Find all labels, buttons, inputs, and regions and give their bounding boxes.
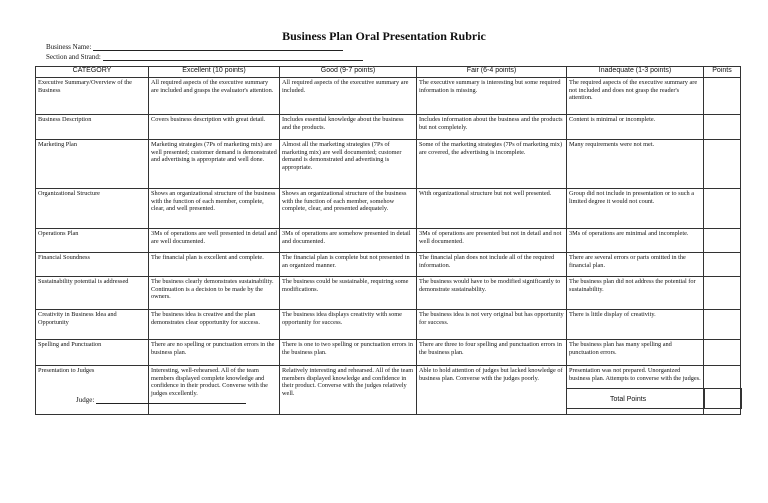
excellent-cell: The business idea is creative and the plan demonstrates clear opportunity for success.	[149, 310, 280, 340]
excellent-cell: The business clearly demonstrates sustainability. Continuation is a decision to be made by the owners.	[149, 277, 280, 310]
points-cell[interactable]	[704, 140, 741, 189]
good-cell: The business idea displays creativity with some opportunity for success.	[280, 310, 417, 340]
excellent-cell: The financial plan is excellent and complete.	[149, 253, 280, 277]
table-row	[36, 310, 741, 340]
good-cell: Relatively interesting and rehearsed. All of the team members displayed knowledge and confidence in their product. Converse with the judges relatively well.	[280, 366, 417, 415]
category-cell: Operations Plan	[36, 229, 149, 253]
table-row	[36, 340, 741, 366]
fair-cell: The business would have to be modified significantly to demonstrate sustainability.	[417, 277, 567, 310]
judge-signature-line[interactable]	[96, 397, 246, 404]
judge-field	[76, 396, 246, 404]
table-row	[36, 229, 741, 253]
header-excellent: Excellent (10 points)	[149, 67, 280, 78]
header-points: Points	[704, 67, 741, 78]
category-cell: Financial Soundness	[36, 253, 149, 277]
excellent-cell: 3Ms of operations are well presented in detail and are well documented.	[149, 229, 280, 253]
category-cell: Sustainability potential is addressed	[36, 277, 149, 310]
inadequate-cell: There is little display of creativity.	[567, 310, 704, 340]
header-category: CATEGORY	[36, 67, 149, 78]
fair-cell: 3Ms of operations are presented but not in detail and not well documented.	[417, 229, 567, 253]
table-row	[36, 277, 741, 310]
header-fair: Fair (6-4 points)	[417, 67, 567, 78]
business-name-line[interactable]	[93, 44, 343, 51]
points-cell[interactable]	[704, 229, 741, 253]
fair-cell: The executive summary is interesting but some required information is missing.	[417, 78, 567, 115]
fair-cell: Some of the marketing strategies (7Ps of marketing mix) are covered, the advertising is incomplete.	[417, 140, 567, 189]
business-name-field	[46, 43, 343, 51]
points-cell[interactable]	[704, 340, 741, 366]
good-cell: There is one to two spelling or punctuation errors in the business plan.	[280, 340, 417, 366]
section-strand-line[interactable]	[103, 54, 363, 61]
total-points-box[interactable]	[703, 388, 742, 409]
fair-cell: With organizational structure but not well presented.	[417, 189, 567, 229]
points-cell[interactable]	[704, 253, 741, 277]
good-cell: Almost all the marketing strategies (7Ps of marketing mix) are well documented; customer demand is demonstrated and advertising is appropriate.	[280, 140, 417, 189]
good-cell: The financial plan is complete but not presented in an organized manner.	[280, 253, 417, 277]
category-cell: Executive Summary/Overview of the Business	[36, 78, 149, 115]
table-row	[36, 140, 741, 189]
category-cell: Spelling and Punctuation	[36, 340, 149, 366]
total-points-cell	[566, 388, 705, 409]
fair-cell: The business idea is not very original but has opportunity for success.	[417, 310, 567, 340]
fair-cell: There are three to four spelling and punctuation errors in the business plan.	[417, 340, 567, 366]
inadequate-cell: Group did not include in presentation or to such a limited degree it would not count.	[567, 189, 704, 229]
points-cell[interactable]	[704, 189, 741, 229]
category-cell: Organizational Structure	[36, 189, 149, 229]
judge-label: Judge:	[76, 396, 95, 404]
category-cell: Presentation to Judges	[36, 366, 149, 415]
category-cell: Business Description	[36, 115, 149, 140]
points-cell[interactable]	[704, 78, 741, 115]
excellent-cell: Covers business description with great detail.	[149, 115, 280, 140]
points-cell[interactable]	[704, 277, 741, 310]
inadequate-cell: The business plan did not address the potential for sustainability.	[567, 277, 704, 310]
section-strand-label: Section and Strand:	[46, 53, 101, 61]
header-row	[36, 67, 741, 78]
fair-cell: The financial plan does not include all of the required information.	[417, 253, 567, 277]
inadequate-cell: There are several errors or parts omitted in the financial plan.	[567, 253, 704, 277]
inadequate-cell: The required aspects of the executive summary are not included and does not grasp the reader's attention.	[567, 78, 704, 115]
inadequate-cell: The business plan has many spelling and punctuation errors.	[567, 340, 704, 366]
section-strand-field	[46, 53, 363, 61]
table-row	[36, 253, 741, 277]
category-cell: Creativity in Business Idea and Opportunity	[36, 310, 149, 340]
good-cell: The business could be sustainable, requiring some modifications.	[280, 277, 417, 310]
good-cell: Includes essential knowledge about the business and the products.	[280, 115, 417, 140]
fair-cell: Includes information about the business and the products but not completely.	[417, 115, 567, 140]
excellent-cell: There are no spelling or punctuation errors in the business plan.	[149, 340, 280, 366]
header-good: Good (9-7 points)	[280, 67, 417, 78]
points-cell[interactable]	[704, 310, 741, 340]
excellent-cell: Shows an organizational structure of the business with the function of each member, complete, clear, and well presented.	[149, 189, 280, 229]
total-points-label: Total Points	[610, 396, 647, 403]
inadequate-cell: Presentation was not prepared. Unorganized business plan. Attempts to converse with the judges.	[567, 366, 704, 415]
inadequate-cell: Many requirements were not met.	[567, 140, 704, 189]
table-row	[36, 115, 741, 140]
header-inadequate: Inadequate (1-3 points)	[567, 67, 704, 78]
excellent-cell: All required aspects of the executive summary are included and grasps the evaluator's attention.	[149, 78, 280, 115]
table-row	[36, 78, 741, 115]
excellent-cell: Interesting, well-rehearsed. All of the team members displayed complete knowledge and confidence in their product. Converse with the judges excellently.	[149, 366, 280, 415]
table-row	[36, 189, 741, 229]
business-name-label: Business Name:	[46, 43, 92, 51]
fair-cell: Able to hold attention of judges but lacked knowledge of business plan. Converse with the judges poorly.	[417, 366, 567, 415]
rubric-table	[35, 66, 741, 415]
good-cell: 3Ms of operations are somehow presented in detail and documented.	[280, 229, 417, 253]
good-cell: All required aspects of the executive summary are included.	[280, 78, 417, 115]
good-cell: Shows an organizational structure of the business with the function of each member, somehow complete, clear, and presented adequately.	[280, 189, 417, 229]
points-cell[interactable]	[704, 115, 741, 140]
inadequate-cell: 3Ms of operations are minimal and incomplete.	[567, 229, 704, 253]
excellent-cell: Marketing strategies (7Ps of marketing mix) are well presented; customer demand is demonstrated and advertising is appropriate and well done.	[149, 140, 280, 189]
category-cell: Marketing Plan	[36, 140, 149, 189]
inadequate-cell: Content is minimal or incomplete.	[567, 115, 704, 140]
page-title: Business Plan Oral Presentation Rubric	[282, 29, 486, 43]
